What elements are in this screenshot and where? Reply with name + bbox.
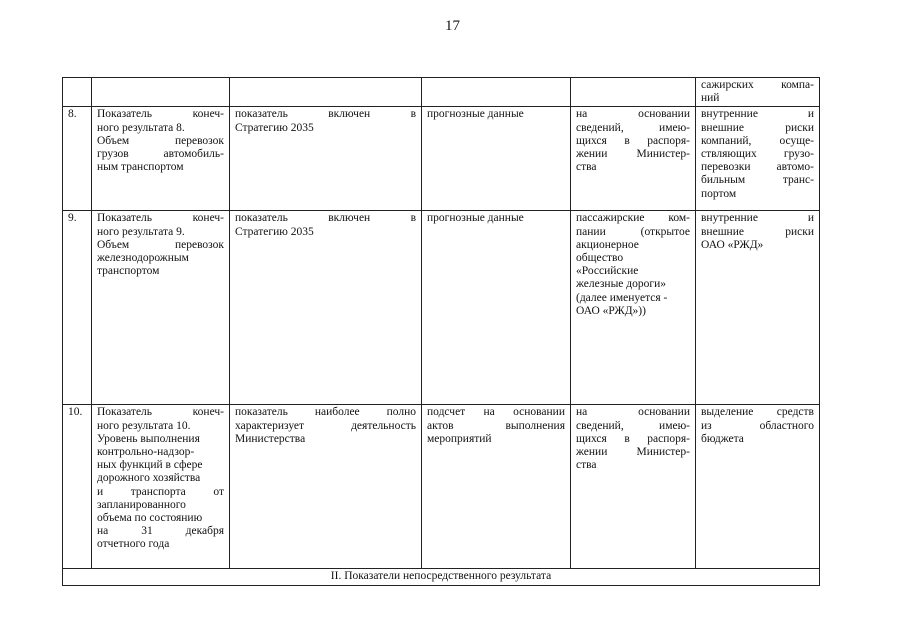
cell-line: на основании [576, 108, 690, 121]
cell-line: бильным транс- [701, 174, 814, 187]
cell-risks [696, 107, 820, 211]
cell-line: компаний, осуще- [701, 134, 814, 147]
cell-line: железные дороги» [576, 278, 667, 291]
cell-line: ства [576, 459, 597, 472]
cell-line: объема по состоянию [97, 512, 203, 525]
cell-line: Уровень выполнения [97, 432, 200, 445]
cell-line: ного результата 10. [97, 419, 191, 432]
cell-method: прогнозные данные [422, 211, 571, 405]
cell-source [571, 405, 696, 569]
cell-line: щихся в распоря- [576, 134, 690, 147]
cell-indicator [92, 78, 230, 107]
cell-basis [230, 405, 422, 569]
cell-line: выделение средств [701, 406, 814, 419]
cell-line: сведений, имею- [576, 419, 690, 432]
cell-line: запланированного [97, 498, 186, 511]
cell-line: показатель наиболее полно [235, 406, 416, 419]
cell-indicator [92, 405, 230, 569]
cell-line: внешние риски [701, 121, 814, 134]
cell-line: ОАО «РЖД»)) [576, 304, 646, 317]
table-row [63, 107, 820, 211]
section-title: II. Показатели непосредственного результата [63, 569, 820, 585]
cell-line: пассажирские ком- [576, 212, 690, 225]
cell-line: ных функций в сфере [97, 459, 203, 472]
cell-line: сажирских компа- [701, 79, 814, 91]
cell-line: подсчет на основании [427, 406, 565, 419]
cell-line: актов выполнения [427, 419, 565, 432]
indicators-table [62, 77, 820, 586]
cell-source [571, 78, 696, 107]
cell-line: ний [701, 92, 720, 105]
row-number: 10. [63, 405, 92, 569]
cell-source [571, 107, 696, 211]
cell-line: пании (открытое [576, 225, 690, 238]
cell-line: щихся в распоря- [576, 432, 690, 445]
cell-line: внутренние и [701, 212, 814, 225]
row-number: 8. [63, 107, 92, 211]
cell-line: показатель включен в [235, 108, 416, 121]
cell-line: внутренние и [701, 108, 814, 121]
cell-line: ствляющих грузо- [701, 148, 814, 161]
cell-method [422, 405, 571, 569]
cell-line: сведений, имею- [576, 121, 690, 134]
cell-line: ного результата 9. [97, 225, 185, 238]
cell-line: железнодорожным [97, 252, 189, 265]
cell-indicator [92, 211, 230, 405]
cell-line: Объем перевозок [97, 238, 224, 251]
cell-line: и транспорта от [97, 485, 224, 498]
table-row [63, 78, 820, 107]
cell-method [422, 78, 571, 107]
cell-line: из областного [701, 419, 814, 432]
cell-risks [696, 405, 820, 569]
cell-basis [230, 211, 422, 405]
cell-line: Министерства [235, 432, 306, 445]
cell-line: отчетного года [97, 538, 170, 551]
cell-line: ства [576, 161, 597, 174]
cell-indicator [92, 107, 230, 211]
cell-line: «Российские [576, 265, 639, 278]
cell-line: акционерное [576, 238, 639, 251]
cell-line: внешние риски [701, 225, 814, 238]
cell-basis [230, 78, 422, 107]
cell-line: Показатель конеч- [97, 108, 224, 121]
page-number: 17 [445, 18, 460, 34]
cell-line: перевозки автомо- [701, 161, 814, 174]
cell-line: Объем перевозок [97, 134, 224, 147]
table-row [63, 569, 820, 585]
cell-line: контрольно-надзор- [97, 446, 195, 459]
cell-line: портом [701, 187, 737, 200]
cell-line: дорожного хозяйства [97, 472, 201, 485]
cell-line: ного результата 8. [97, 121, 185, 134]
cell-line: ным транспортом [97, 161, 184, 174]
cell-line: (далее именуется - [576, 291, 668, 304]
cell-line: грузов автомобиль- [97, 148, 224, 161]
cell-line: транспортом [97, 265, 160, 278]
cell-line: Стратегию 2035 [235, 121, 314, 134]
cell-basis [230, 107, 422, 211]
table-row [63, 405, 820, 569]
cell-line: жении Министер- [576, 148, 690, 161]
cell-line: на 31 декабря [97, 525, 224, 538]
cell-num [63, 78, 92, 107]
cell-line: показатель включен в [235, 212, 416, 225]
table-row [63, 211, 820, 405]
cell-line: Показатель конеч- [97, 212, 224, 225]
cell-line: мероприятий [427, 432, 492, 445]
cell-line: Стратегию 2035 [235, 225, 314, 238]
cell-source [571, 211, 696, 405]
cell-method: прогнозные данные [422, 107, 571, 211]
cell-line: жении Министер- [576, 446, 690, 459]
cell-line: характеризует деятельность [235, 419, 416, 432]
cell-line: бюджета [701, 432, 744, 445]
cell-line: общество [576, 252, 624, 265]
cell-risks [696, 78, 820, 107]
cell-line: ОАО «РЖД» [701, 238, 764, 251]
cell-risks [696, 211, 820, 405]
row-number: 9. [63, 211, 92, 405]
cell-line: на основании [576, 406, 690, 419]
cell-line: Показатель конеч- [97, 406, 224, 419]
